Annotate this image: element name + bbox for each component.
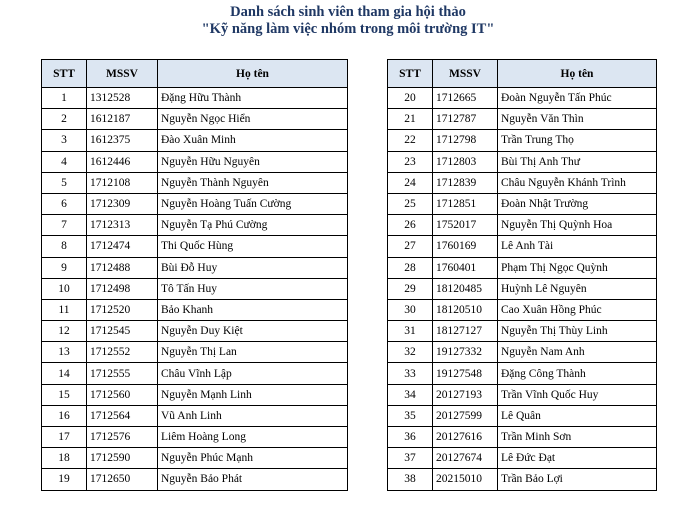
cell-stt: 36: [388, 427, 433, 448]
cell-name: Trần Trung Thọ: [498, 130, 657, 151]
cell-name: Nguyễn Văn Thìn: [498, 109, 657, 130]
cell-stt: 18: [42, 448, 87, 469]
column-header-stt: STT: [388, 60, 433, 88]
cell-name: Nguyễn Thị Quỳnh Hoa: [498, 215, 657, 236]
cell-mssv: 18120485: [433, 278, 498, 299]
cell-mssv: 1712474: [87, 236, 158, 257]
title-line-2: "Kỹ năng làm việc nhóm trong môi trường IT": [201, 21, 495, 37]
cell-stt: 15: [42, 384, 87, 405]
document-title: [0, 4, 696, 38]
cell-name: Nguyễn Mạnh Linh: [158, 384, 348, 405]
table-row: [388, 236, 657, 257]
cell-name: Đào Xuân Minh: [158, 130, 348, 151]
cell-stt: 5: [42, 172, 87, 193]
table-row: [388, 215, 657, 236]
cell-stt: 23: [388, 151, 433, 172]
table-row: [42, 215, 348, 236]
cell-name: Lê Anh Tài: [498, 236, 657, 257]
cell-name: Nguyễn Phúc Mạnh: [158, 448, 348, 469]
cell-name: Nguyễn Duy Kiệt: [158, 321, 348, 342]
table-row: [42, 363, 348, 384]
cell-mssv: 1712851: [433, 193, 498, 214]
cell-mssv: 19127332: [433, 342, 498, 363]
cell-name: Đoàn Nguyễn Tấn Phúc: [498, 88, 657, 109]
cell-mssv: 1712520: [87, 299, 158, 320]
cell-mssv: 20127674: [433, 448, 498, 469]
table-row: [388, 109, 657, 130]
cell-name: Vũ Anh Linh: [158, 405, 348, 426]
cell-name: Huỳnh Lê Nguyên: [498, 278, 657, 299]
cell-mssv: 20127616: [433, 427, 498, 448]
cell-stt: 27: [388, 236, 433, 257]
table-row: [388, 469, 657, 490]
table-row: [42, 342, 348, 363]
cell-name: Trần Minh Sơn: [498, 427, 657, 448]
table-row: [388, 342, 657, 363]
cell-mssv: 1752017: [433, 215, 498, 236]
cell-stt: 25: [388, 193, 433, 214]
cell-stt: 26: [388, 215, 433, 236]
cell-stt: 30: [388, 299, 433, 320]
cell-name: Đặng Công Thành: [498, 363, 657, 384]
column-header-name: Họ tên: [158, 60, 348, 88]
cell-mssv: 1612446: [87, 151, 158, 172]
cell-mssv: 1312528: [87, 88, 158, 109]
table-row: [388, 427, 657, 448]
cell-stt: 6: [42, 193, 87, 214]
cell-mssv: 18127127: [433, 321, 498, 342]
cell-mssv: 1712798: [433, 130, 498, 151]
cell-stt: 4: [42, 151, 87, 172]
table-row: [42, 130, 348, 151]
cell-stt: 22: [388, 130, 433, 151]
cell-mssv: 1612375: [87, 130, 158, 151]
table-row: [42, 257, 348, 278]
cell-name: Đoàn Nhật Trường: [498, 193, 657, 214]
cell-stt: 3: [42, 130, 87, 151]
cell-stt: 29: [388, 278, 433, 299]
cell-mssv: 1712108: [87, 172, 158, 193]
cell-name: Phạm Thị Ngọc Quỳnh: [498, 257, 657, 278]
table-row: [388, 88, 657, 109]
cell-stt: 11: [42, 299, 87, 320]
table-row: [42, 299, 348, 320]
table-row: [388, 405, 657, 426]
cell-name: Nguyễn Bảo Phát: [158, 469, 348, 490]
cell-name: Thi Quốc Hùng: [158, 236, 348, 257]
cell-name: Nguyễn Ngọc Hiển: [158, 109, 348, 130]
cell-stt: 24: [388, 172, 433, 193]
cell-mssv: 1712555: [87, 363, 158, 384]
cell-stt: 13: [42, 342, 87, 363]
cell-mssv: 1712552: [87, 342, 158, 363]
cell-name: Trần Bảo Lợi: [498, 469, 657, 490]
cell-name: Nguyễn Hữu Nguyên: [158, 151, 348, 172]
cell-name: Nguyễn Tạ Phú Cường: [158, 215, 348, 236]
column-header-name: Họ tên: [498, 60, 657, 88]
table-row: [42, 384, 348, 405]
cell-stt: 12: [42, 321, 87, 342]
cell-stt: 34: [388, 384, 433, 405]
title-line-1: Danh sách sinh viên tham gia hội thảo: [230, 4, 466, 20]
table-row: [388, 257, 657, 278]
cell-mssv: 1712488: [87, 257, 158, 278]
cell-name: Đặng Hữu Thành: [158, 88, 348, 109]
table-row: [42, 172, 348, 193]
cell-stt: 20: [388, 88, 433, 109]
cell-mssv: 1760401: [433, 257, 498, 278]
cell-stt: 10: [42, 278, 87, 299]
table-row: [42, 427, 348, 448]
cell-mssv: 1712309: [87, 193, 158, 214]
table-header-row: [42, 60, 348, 88]
table-row: [388, 448, 657, 469]
cell-name: Bùi Đỗ Huy: [158, 257, 348, 278]
roster-table-left: [41, 59, 348, 491]
cell-mssv: 1712665: [433, 88, 498, 109]
table-row: [388, 278, 657, 299]
table-row: [42, 88, 348, 109]
column-header-stt: STT: [42, 60, 87, 88]
cell-mssv: 1712650: [87, 469, 158, 490]
cell-name: Tô Tấn Huy: [158, 278, 348, 299]
table-row: [42, 151, 348, 172]
cell-mssv: 1712787: [433, 109, 498, 130]
cell-name: Cao Xuân Hồng Phúc: [498, 299, 657, 320]
table-row: [42, 405, 348, 426]
table-row: [388, 130, 657, 151]
cell-stt: 19: [42, 469, 87, 490]
roster-body-left: [42, 88, 348, 491]
cell-mssv: 1712498: [87, 278, 158, 299]
cell-mssv: 1712545: [87, 321, 158, 342]
cell-name: Lê Quân: [498, 405, 657, 426]
cell-name: Trần Vĩnh Quốc Huy: [498, 384, 657, 405]
table-header-row: [388, 60, 657, 88]
cell-stt: 8: [42, 236, 87, 257]
table-row: [42, 109, 348, 130]
table-row: [388, 172, 657, 193]
cell-mssv: 1712590: [87, 448, 158, 469]
cell-stt: 16: [42, 405, 87, 426]
cell-name: Nguyễn Thị Lan: [158, 342, 348, 363]
table-row: [388, 363, 657, 384]
cell-mssv: 18120510: [433, 299, 498, 320]
cell-stt: 38: [388, 469, 433, 490]
table-row: [42, 469, 348, 490]
cell-mssv: 20215010: [433, 469, 498, 490]
cell-stt: 37: [388, 448, 433, 469]
cell-mssv: 19127548: [433, 363, 498, 384]
table-row: [388, 193, 657, 214]
table-row: [42, 321, 348, 342]
cell-mssv: 1712803: [433, 151, 498, 172]
cell-name: Châu Nguyễn Khánh Trình: [498, 172, 657, 193]
cell-mssv: 1612187: [87, 109, 158, 130]
cell-stt: 14: [42, 363, 87, 384]
cell-mssv: 1712560: [87, 384, 158, 405]
cell-mssv: 20127599: [433, 405, 498, 426]
table-row: [388, 321, 657, 342]
cell-name: Lê Đức Đạt: [498, 448, 657, 469]
roster-table-right: [387, 59, 657, 491]
cell-stt: 33: [388, 363, 433, 384]
table-row: [388, 151, 657, 172]
cell-name: Nguyễn Hoàng Tuấn Cường: [158, 193, 348, 214]
cell-name: Bảo Khanh: [158, 299, 348, 320]
table-row: [388, 384, 657, 405]
cell-stt: 32: [388, 342, 433, 363]
cell-mssv: 20127193: [433, 384, 498, 405]
cell-mssv: 1760169: [433, 236, 498, 257]
table-row: [42, 236, 348, 257]
cell-stt: 17: [42, 427, 87, 448]
cell-stt: 9: [42, 257, 87, 278]
cell-mssv: 1712576: [87, 427, 158, 448]
cell-name: Bùi Thị Anh Thư: [498, 151, 657, 172]
cell-stt: 31: [388, 321, 433, 342]
cell-stt: 2: [42, 109, 87, 130]
cell-stt: 1: [42, 88, 87, 109]
table-row: [42, 448, 348, 469]
cell-stt: 21: [388, 109, 433, 130]
roster-body-right: [388, 88, 657, 491]
cell-mssv: 1712564: [87, 405, 158, 426]
cell-name: Nguyễn Thị Thùy Linh: [498, 321, 657, 342]
table-row: [388, 299, 657, 320]
cell-mssv: 1712839: [433, 172, 498, 193]
column-header-mssv: MSSV: [433, 60, 498, 88]
cell-name: Nguyễn Thành Nguyên: [158, 172, 348, 193]
cell-name: Châu Vĩnh Lập: [158, 363, 348, 384]
table-row: [42, 278, 348, 299]
cell-stt: 35: [388, 405, 433, 426]
column-header-mssv: MSSV: [87, 60, 158, 88]
cell-stt: 7: [42, 215, 87, 236]
cell-stt: 28: [388, 257, 433, 278]
cell-mssv: 1712313: [87, 215, 158, 236]
table-row: [42, 193, 348, 214]
cell-name: Liêm Hoàng Long: [158, 427, 348, 448]
cell-name: Nguyễn Nam Anh: [498, 342, 657, 363]
